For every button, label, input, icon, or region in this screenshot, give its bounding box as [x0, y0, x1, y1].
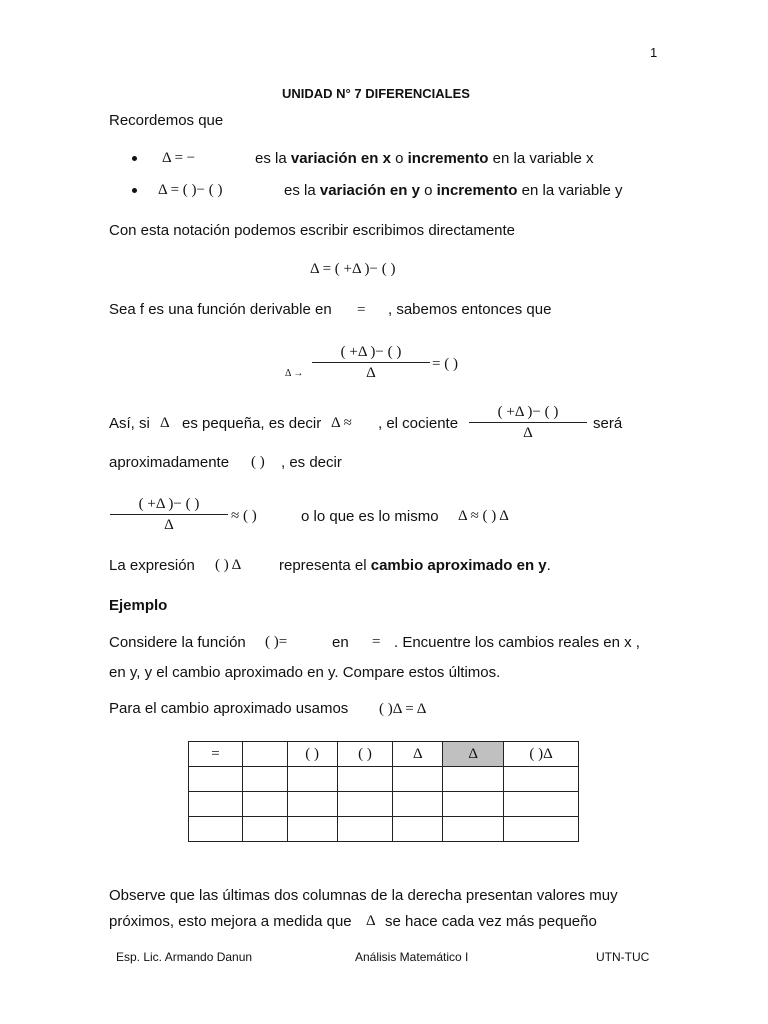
table-cell [393, 817, 443, 842]
table-cell [242, 767, 287, 792]
table-cell [287, 767, 337, 792]
table-cell [287, 792, 337, 817]
para-text: Para el cambio aproximado usamos [109, 700, 349, 717]
table-cell [189, 767, 243, 792]
approx-fraction [110, 495, 228, 534]
sea-math: = [357, 302, 366, 318]
approx-rhs-2: Δ ≈ ( ) Δ [458, 508, 509, 524]
observe-text-line2: próximos, esto mejora a medida que [109, 913, 352, 930]
footer-course: Análisis Matemático I [355, 950, 469, 964]
asi-math-1: Δ [160, 415, 170, 431]
table-row [189, 767, 579, 792]
notation-text: Con esta notación podemos escribir escribimos directamente [109, 222, 516, 239]
bullet2-math: Δ = ( )− ( ) [158, 182, 223, 198]
table-header-cell-shaded: Δ [443, 742, 504, 767]
table-header-cell: ( )Δ [504, 742, 579, 767]
aprox-text: aproximadamente [109, 454, 230, 471]
ejemplo-heading: Ejemplo [109, 597, 168, 614]
observe-text-line2-post: se hace cada vez más pequeño [385, 913, 597, 930]
table-cell [337, 817, 393, 842]
asi-text: Así, si [109, 415, 150, 432]
expresion-text-post: representa el cambio aproximado en y. [279, 557, 551, 574]
fraction-numerator: ( +Δ )− ( ) [138, 496, 200, 512]
bullet1-text: es la variación en x o incremento en la variable x [255, 150, 594, 167]
asi-fraction [469, 403, 587, 442]
aprox-text-post: , es decir [281, 454, 342, 471]
table-cell [443, 817, 504, 842]
table-header-cell: = [189, 742, 243, 767]
table-cell [504, 792, 579, 817]
table-cell [504, 817, 579, 842]
footer-author: Esp. Lic. Armando Danun [116, 950, 253, 964]
comparison-table [188, 741, 579, 842]
sea-text: Sea f es una función derivable en [109, 301, 332, 318]
limit-subscript: Δ → [285, 368, 304, 379]
expresion-text: La expresión [109, 557, 195, 574]
bullet1-math: Δ = − [162, 150, 196, 166]
fraction-bar [469, 422, 587, 423]
limit-fraction [312, 343, 430, 382]
expresion-math: ( ) Δ [215, 557, 242, 573]
considere-text-line2: en y, y el cambio aproximado en y. Compare estos últimos. [109, 664, 501, 681]
page-number: 1 [650, 45, 658, 60]
fraction-bar [312, 362, 430, 363]
fraction-denominator: Δ [523, 425, 533, 441]
fraction-denominator: Δ [366, 365, 376, 381]
table-cell [287, 817, 337, 842]
considere-math-1: ( )= [265, 634, 288, 650]
observe-text-line1: Observe que las últimas dos columnas de la derecha presentan valores muy [109, 887, 618, 904]
fraction-numerator: ( +Δ )− ( ) [340, 344, 402, 360]
table-cell [189, 792, 243, 817]
asi-text-mid1: es pequeña, es decir [182, 415, 322, 432]
approx-text-mid: o lo que es lo mismo [301, 508, 439, 525]
table-cell [189, 817, 243, 842]
sea-text-post: , sabemos entonces que [388, 301, 552, 318]
asi-text-post: será [593, 415, 623, 432]
considere-en: en [332, 634, 349, 651]
table-header-cell: ( ) [287, 742, 337, 767]
bullet-dot [132, 188, 137, 193]
table-cell [504, 767, 579, 792]
bullet-dot [132, 156, 137, 161]
table-cell [337, 792, 393, 817]
table-row [189, 792, 579, 817]
considere-text: Considere la función [109, 634, 246, 651]
asi-math-2: Δ ≈ [331, 415, 352, 431]
observe-math: Δ [366, 913, 376, 929]
table-cell [242, 792, 287, 817]
fraction-bar [110, 514, 228, 515]
table-cell [337, 767, 393, 792]
table-cell [242, 817, 287, 842]
aprox-math: ( ) [251, 454, 265, 470]
table-cell [393, 767, 443, 792]
table-header-cell: ( ) [337, 742, 393, 767]
para-math: ( )Δ = Δ [379, 701, 427, 717]
fraction-denominator: Δ [164, 517, 174, 533]
table-header-row [189, 742, 579, 767]
table-header-cell [242, 742, 287, 767]
asi-text-mid2: , el cociente [378, 415, 459, 432]
table-header-cell: Δ [393, 742, 443, 767]
approx-rhs: ≈ ( ) [231, 508, 257, 524]
table-cell [443, 767, 504, 792]
considere-math-2: = [372, 634, 381, 650]
intro-text: Recordemos que [109, 112, 224, 129]
page-title: UNIDAD N° 7 DIFERENCIALES [282, 86, 470, 101]
table-cell [443, 792, 504, 817]
table-row [189, 817, 579, 842]
limit-rhs: = ( ) [432, 356, 458, 372]
considere-text-post: . Encuentre los cambios reales en x , [394, 634, 640, 651]
table-cell [393, 792, 443, 817]
fraction-numerator: ( +Δ )− ( ) [497, 404, 559, 420]
equation-increment: Δ = ( +Δ )− ( ) [310, 261, 396, 277]
bullet2-text: es la variación en y o incremento en la variable y [284, 182, 623, 199]
footer-institution: UTN-TUC [596, 950, 650, 964]
